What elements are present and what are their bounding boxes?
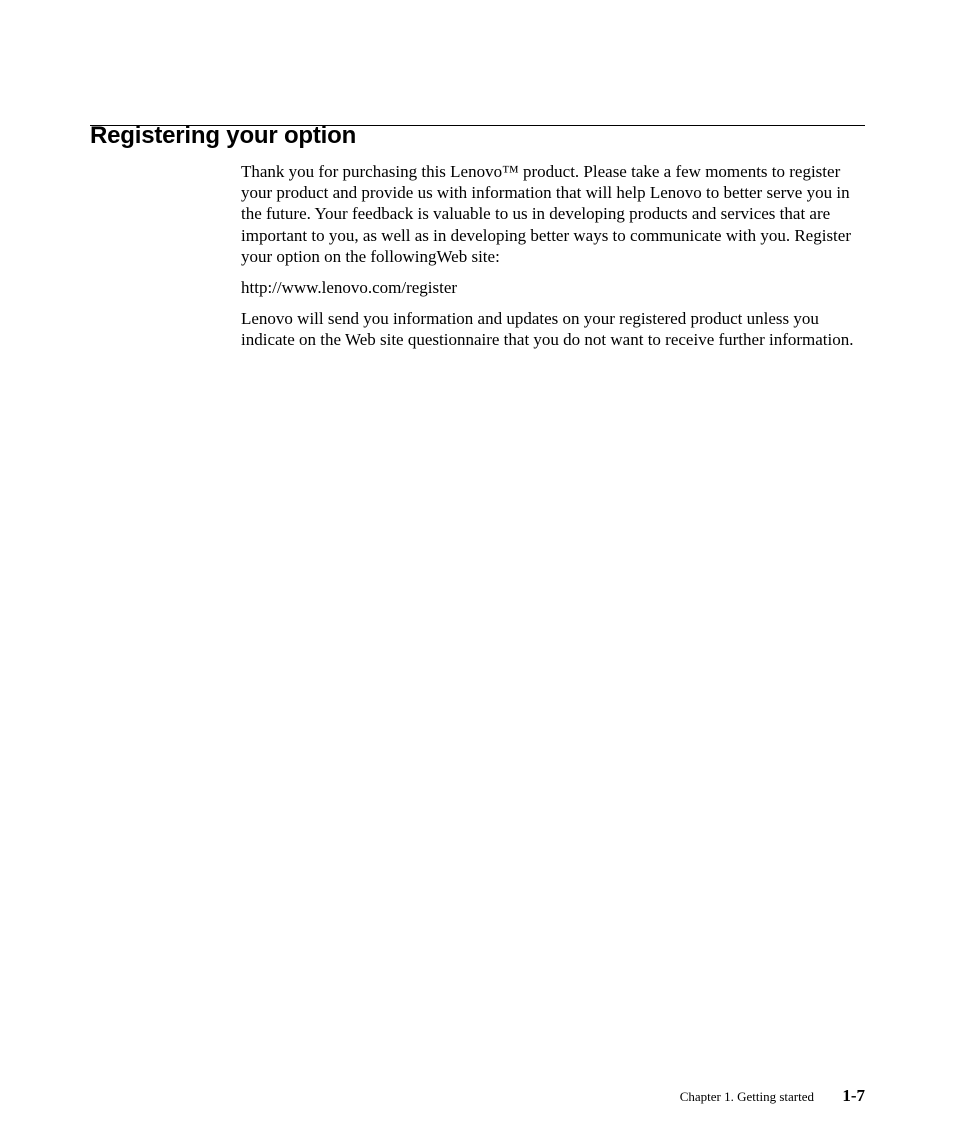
section-heading: Registering your option — [90, 122, 357, 149]
footer-chapter-title: Chapter 1. Getting started — [679, 1089, 814, 1104]
footer-page-number: 1-7 — [842, 1086, 865, 1105]
registration-url: http://www.lenovo.com/register — [241, 278, 458, 298]
closing-paragraph: Lenovo will send you information and updates on your registered product unless you indicate on the Web site questionnaire that you do not want to receive further information. — [241, 309, 854, 350]
section-body — [241, 161, 865, 361]
intro-paragraph: Thank you for purchasing this Lenovo™ product. Please take a few moments to register your product and provide us with information that will help Lenovo to better serve you in the future. Your feedback is valuable to us in developing products and services that are important to you, as well as in developing better ways to communicate with you. Register your option on the followingWeb site: — [241, 162, 851, 266]
